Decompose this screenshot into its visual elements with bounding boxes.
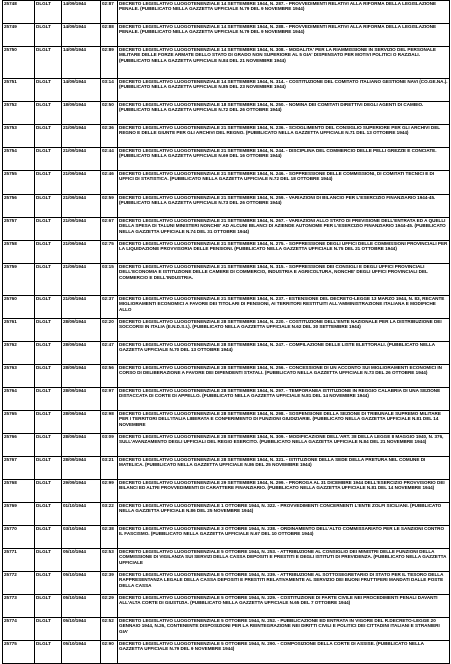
decree-type: DLGLT	[35, 457, 62, 480]
decree-code: 02:75	[101, 241, 118, 264]
decree-description: DECRETO LEGISLATIVO LUOGOTENENZIALE 18 SETTEMBRE 1944, N. 250. - NOMINA DEI COMITATI DIRETTIVI DEGLI AGENTI DI CAMBIO. (PUBBLICATO NELLA GAZZETTA UFFICIALE N.72 DEL 26 OTTOBRE 1944)	[118, 102, 450, 125]
registry-rows	[3, 1, 450, 664]
record-number: 25750	[3, 47, 35, 79]
table-row	[3, 572, 450, 595]
table-row	[3, 526, 450, 549]
decree-description: DECRETO LEGISLATIVO LUOGOTENENZIALE 21 SETTEMBRE 1944, N. 246. - SOPPRESSIONE DELLE COMMISSIONI, DI COMITATI TECNICI E DI UFFICI DI STATISTICA. (PUBBLICATO NELLA GAZZETTA UFFICIALE N.72 DEL 18 OTTOBRE 1944)	[118, 171, 450, 195]
decree-type: DLGLT	[35, 618, 62, 641]
decree-date: 05/10/1944	[62, 618, 101, 641]
record-number: 25754	[3, 148, 35, 171]
decree-code: 02:56	[101, 365, 118, 388]
table-row	[3, 296, 450, 319]
decree-type: DLGLT	[35, 102, 62, 125]
decree-code: 02:50	[101, 102, 118, 125]
record-number: 25757	[3, 218, 35, 241]
table-row	[3, 434, 450, 457]
table-row	[3, 618, 450, 641]
decree-code: 02:20	[101, 319, 118, 342]
decree-code: 02:46	[101, 171, 118, 195]
decree-date: 21/09/1944	[62, 296, 101, 319]
record-number: 25765	[3, 411, 35, 434]
decree-code: 02:89	[101, 47, 118, 79]
record-number: 25759	[3, 264, 35, 296]
decree-date: 21/09/1944	[62, 195, 101, 218]
decree-type: DLGLT	[35, 24, 62, 47]
decree-type: DLGLT	[35, 241, 62, 264]
decree-date: 01/10/1944	[62, 503, 101, 526]
decree-date: 14/09/1944	[62, 79, 101, 102]
decree-type: DLGLT	[35, 526, 62, 549]
table-row	[3, 171, 450, 195]
record-number: 25768	[3, 480, 35, 503]
decree-type: DLGLT	[35, 1, 62, 24]
decree-code: 03:09	[101, 434, 118, 457]
decree-type: DLGLT	[35, 218, 62, 241]
decree-code: 02:97	[101, 388, 118, 411]
decree-type: DLGLT	[35, 319, 62, 342]
decree-date: 18/09/1944	[62, 102, 101, 125]
decree-date: 28/09/1944	[62, 388, 101, 411]
decree-code: 03:15	[101, 264, 118, 296]
decree-date: 21/09/1944	[62, 264, 101, 296]
record-number: 25772	[3, 572, 35, 595]
decree-description: DECRETO LEGISLATIVO LUOGOTENENZIALE 28 SETTEMBRE 1944, N. 256. - CONCESSIONE DI UN ACCONTO SUI MIGLIORAMENTI ECONOMICI IN CORSO DI DELIBERAZIONE A FAVORE DEI DIPENDENTI STATALI. (PUBBLICATO NELLA GAZZETTA UFFICIALE N.73 DEL 26 OTTOBRE 1944)	[118, 365, 450, 388]
decree-description: DECRETO LEGISLATIVO LUOGOTENENZIALE 21 SETTEMBRE 1944, N. 275. - SOPPRESSIONE DEGLI UFFICI DELLE COMMISSIONI PROVINCIALI PER LA LIQUIDAZIONE PROVVISORIA DELLE PENSIONI. (PUBBLICATO NELLA GAZZETTA UFFICIALE N.75 DEL 21 OTTOBRE 1944)	[118, 241, 450, 264]
record-number: 25771	[3, 549, 35, 572]
decree-date: 21/09/1944	[62, 148, 101, 171]
record-number: 25753	[3, 125, 35, 148]
decree-description: DECRETO LEGISLATIVO LUOGOTENENZIALE 5 OTTOBRE 1944, N. 239. - ATTRIBUZIONE AL SOTTOSEGRETARIO DI STATO PER IL TESORO DELLA RAPPRESENTANZA LEGALE DELLA CASSA DEPOSITI E PRESTITI RELATIVAMENTE AL SERVIZIO DEI BUONI FRUTTIFERI MANDATI DALLE POSTE DELLA CASSA	[118, 572, 450, 595]
record-number: 25751	[3, 79, 35, 102]
decree-code: 02:52	[101, 618, 118, 641]
decree-code: 02:98	[101, 411, 118, 434]
table-row	[3, 24, 450, 47]
table-row	[3, 195, 450, 218]
record-number: 25756	[3, 195, 35, 218]
decree-type: DLGLT	[35, 47, 62, 79]
decree-description: DECRETO LEGISLATIVO LUOGOTENENZIALE 21 SETTEMBRE 1944, N. 236. - SCIOGLIMENTO DEL CONSIGLIO SUPERIORE PER GLI ARCHIVI DEL REGNO E DELLE GIUNTE PER GLI ARCHIVI DEL REGNO. (PUBBLICATO NELLA GAZZETTA UFFICIALE N.71 DEL 13 OTTOBRE 1944)	[118, 125, 450, 148]
decree-code: 02:44	[101, 148, 118, 171]
record-number: 25763	[3, 365, 35, 388]
table-row	[3, 641, 450, 664]
decree-code: 02:47	[101, 342, 118, 365]
decree-type: DLGLT	[35, 171, 62, 195]
table-row	[3, 264, 450, 296]
table-row	[3, 342, 450, 365]
table-row	[3, 47, 450, 79]
decree-date: 14/09/1944	[62, 47, 101, 79]
decree-type: DLGLT	[35, 572, 62, 595]
record-number: 25773	[3, 595, 35, 618]
decree-date: 03/10/1944	[62, 526, 101, 549]
decree-date: 05/10/1944	[62, 641, 101, 664]
decree-type: DLGLT	[35, 264, 62, 296]
table-row	[3, 218, 450, 241]
decree-description: DECRETO LEGISLATIVO LUOGOTENENZIALE 14 SETTEMBRE 1944, N. 308. - MODALITA' PER LA RIAMMISSIONE IN SERVIZIO DEL PERSONALE MILITARE DELLE FORZE ARMATE DELLO STATO DI GRADO NON SUPERIORE AL 5 GIA' DISPENSATO PER MOTIVI POLITICI O RAZZIALI. (PUBBLICATO NELLA GAZZETTA UFFICIALE N.84 DEL 21 NOVEMBRE 1944)	[118, 47, 450, 79]
table-row	[3, 241, 450, 264]
decree-date: 28/09/1944	[62, 342, 101, 365]
table-row	[3, 365, 450, 388]
table-row	[3, 595, 450, 618]
record-number: 25762	[3, 342, 35, 365]
record-number: 25767	[3, 457, 35, 480]
decree-date: 05/10/1944	[62, 595, 101, 618]
decree-code: 03:14	[101, 79, 118, 102]
table-row	[3, 79, 450, 102]
decree-date: 28/09/1944	[62, 365, 101, 388]
table-row	[3, 319, 450, 342]
decree-code: 02:90	[101, 641, 118, 664]
decree-code: 02:88	[101, 24, 118, 47]
decree-code: 02:29	[101, 595, 118, 618]
decree-registry-table	[2, 0, 450, 664]
record-number: 25761	[3, 319, 35, 342]
decree-type: DLGLT	[35, 79, 62, 102]
decree-description: DECRETO LEGISLATIVO LUOGOTENENZIALE 21 SETTEMBRE 1944, N. 237. - ESTENSIONE DEL DECRETO-LEGGE 13 MARZO 1944, N. 83, RECANTE MIGLIORAMENTI ECONOMICI A FAVORE DEI TITOLARI DI PENSIONI, AI TERRITORI RESTITUITI ALL'AMMINISTRAZIONE ITALIANA E MODIFICHE ALLO	[118, 296, 450, 319]
record-number: 25769	[3, 503, 35, 526]
record-number: 25748	[3, 1, 35, 24]
record-number: 25755	[3, 171, 35, 195]
decree-date: 28/09/1944	[62, 457, 101, 480]
decree-date: 14/09/1944	[62, 1, 101, 24]
decree-type: DLGLT	[35, 125, 62, 148]
decree-code: 02:53	[101, 549, 118, 572]
record-number: 25770	[3, 526, 35, 549]
decree-description: DECRETO LEGISLATIVO LUOGOTENENZIALE 5 OTTOBRE 1944, N. 290. - COMPOSIZIONE DELLA CORTE DI ASSISE. (PUBBLICATO NELLA GAZZETTA UFFICIALE N.79 DEL 9 NOVEMBRE 1944)	[118, 641, 450, 664]
decree-code: 02:59	[101, 195, 118, 218]
decree-description: DECRETO LEGISLATIVO LUOGOTENENZIALE 28 SETTEMBRE 1944, N. 247. - COMPILAZIONE DELLE LISTE ELETTORALI. (PUBBLICATO NELLA GAZZETTA UFFICIALE N.70 DEL 13 OTTOBRE 1944)	[118, 342, 450, 365]
decree-type: DLGLT	[35, 296, 62, 319]
decree-description: DECRETO LEGISLATIVO LUOGOTENENZIALE 21 SETTEMBRE 1944, N. 267. - VARIAZIONI ALLO STATO DI PREVISIONE DELL'ENTRATA ED A QUELLI DELLA SPESA DI TALUNI MINISTERI NONCHE' AD ALCUNI BILANCI DI AZIENDE AUTONOME PER L'ESERCIZIO FINANZIARIO 1944-45. (PUBBLICATO NELLA GAZZETTA UFFICIALE N.74 DEL 31 OTTOBRE 1944)	[118, 218, 450, 241]
decree-description: DECRETO LEGISLATIVO LUOGOTENENZIALE 28 SETTEMBRE 1944, N. 298. - SOSPENSIONE DELLA SEZIONE DI TRIBUNALE SUPREMO MILITARE PER I TERRITORI DELL'ITALIA LIBERATA E CONFERIMENTO DI FUNZIONI GIUDIZIARIE. (PUBBLICATO NELLA GAZZETTA UFFICIALE N.81 DEL 14 NOVEMBRE	[118, 411, 450, 434]
decree-date: 14/09/1944	[62, 24, 101, 47]
table-row	[3, 125, 450, 148]
decree-description: DECRETO LEGISLATIVO LUOGOTENENZIALE 14 SETTEMBRE 1944, N. 288. - PROVVEDIMENTI RELATIVI ALLA RIFORMA DELLA LEGISLAZIONE PENALE. (PUBBLICATO NELLA GAZZETTA UFFICIALE N.79 DEL 9 NOVEMBRE 1944)	[118, 24, 450, 47]
decree-type: DLGLT	[35, 388, 62, 411]
decree-description: DECRETO LEGISLATIVO LUOGOTENENZIALE 28 SETTEMBRE 1944, N. 309. - MODIFICAZIONE DELL'ART. 38 DELLA LEGGE 8 MAGGIO 1940, N. 376, SULL'AVANZAMENTO DEGLI UFFICIALI DEL REGIO ESERCITO. (PUBBLICATO NELLA GAZZETTA UFFICIALE N.84 DEL 21 NOVEMBRE 1944)	[118, 434, 450, 457]
decree-date: 28/09/1944	[62, 411, 101, 434]
decree-code: 02:36	[101, 125, 118, 148]
decree-code: 02:99	[101, 480, 118, 503]
decree-date: 05/10/1944	[62, 572, 101, 595]
decree-description: DECRETO LEGISLATIVO LUOGOTENENZIALE 14 SETTEMBRE 1944, N. 314. - COSTITUZIONE DEL COMITATO ITALIANO GESTIONE NAVI (CO.GE.NA.). (PUBBLICATO NELLA GAZZETTA UFFICIALE N.85 DEL 23 NOVEMBRE 1944)	[118, 79, 450, 102]
record-number: 25749	[3, 24, 35, 47]
record-number: 25760	[3, 296, 35, 319]
record-number: 25752	[3, 102, 35, 125]
table-row	[3, 503, 450, 526]
table-row	[3, 549, 450, 572]
decree-type: DLGLT	[35, 342, 62, 365]
decree-type: DLGLT	[35, 411, 62, 434]
record-number: 25774	[3, 618, 35, 641]
decree-date: 28/09/1944	[62, 434, 101, 457]
decree-type: DLGLT	[35, 195, 62, 218]
decree-description: DECRETO LEGISLATIVO LUOGOTENENZIALE 3 OTTOBRE 1944, N. 238. - ORDINAMENTO DELL'ALTO COMMISSARIATO PER LE SANZIONI CONTRO IL FASCISMO. (PUBBLICATO NELLA GAZZETTA UFFICIALE N.67 DEL 10 OTTOBRE 1944)	[118, 526, 450, 549]
decree-code: 02:67	[101, 218, 118, 241]
decree-description: DECRETO LEGISLATIVO LUOGOTENENZIALE 21 SETTEMBRE 1944, N. 244. - DISCIPLINA DEL COMMERCIO DELLE PELLI GREZZE E CONCIATE. (PUBBLICATO NELLA GAZZETTA UFFICIALE N.69 DEL 16 OTTOBRE 1944)	[118, 148, 450, 171]
decree-description: DECRETO LEGISLATIVO LUOGOTENENZIALE 5 OTTOBRE 1944, N. 229. - COSTITUZIONE DI PARTE CIVILE NEI PROCEDIMENTI PENALI DAVANTI ALL'ALTA CORTE DI GIUSTIZIA. (PUBBLICATO NELLA GAZZETTA UFFICIALE N.65 DEL 7 OTTOBRE 1944)	[118, 595, 450, 618]
decree-type: DLGLT	[35, 148, 62, 171]
decree-code: 02:39	[101, 572, 118, 595]
decree-type: DLGLT	[35, 480, 62, 503]
decree-code: 02:38	[101, 526, 118, 549]
decree-date: 21/09/1944	[62, 125, 101, 148]
decree-description: DECRETO LEGISLATIVO LUOGOTENENZIALE 1 OTTOBRE 1944, N. 322. - PROVVEDIMENTI CONCERNENTI L'ENTE ZOLFI SICILIANI. (PUBBLICATO NELLA GAZZETTA UFFICIALE N.86 DEL 25 NOVEMBRE 1944)	[118, 503, 450, 526]
table-row	[3, 102, 450, 125]
decree-date: 21/09/1944	[62, 218, 101, 241]
record-number: 25775	[3, 641, 35, 664]
decree-type: DLGLT	[35, 365, 62, 388]
decree-type: DLGLT	[35, 641, 62, 664]
decree-code: 03:22	[101, 503, 118, 526]
record-number: 25758	[3, 241, 35, 264]
table-row	[3, 480, 450, 503]
decree-description: DECRETO LEGISLATIVO LUOGOTENENZIALE 5 OTTOBRE 1944, N. 253. - ATTRIBUZIONE AL CONSIGLIO DEI MINISTRI DELLE FUNZIONI DELLA COMMISSIONE DI VIGILANZA SUI SERVIZI DELLA CASSA DEPOSITI E PRESTITI E DEGLI ISTITUTI DI PREVIDENZA. (PUBBLICATO NELLA GAZZETTA UFFICIALE	[118, 549, 450, 572]
decree-date: 29/09/1944	[62, 480, 101, 503]
decree-description: DECRETO LEGISLATIVO LUOGOTENENZIALE 29 SETTEMBRE 1944, N. 299. - PROROGA AL 31 DICEMBRE 1944 DELL'ESERCIZIO PROVVISORIO DEI BILANCI ED ALTRI PROVVEDIMENTI DI CARATTERE FINANZIARIO. (PUBBLICATO NELLA GAZZETTA UFFICIALE N.81 DEL 14 NOVEMBRE 1944)	[118, 480, 450, 503]
decree-description: DECRETO LEGISLATIVO LUOGOTENENZIALE 21 SETTEMBRE 1944, N. 259. - VARIAZIONI DI BILANCIO PER L'ESERCIZIO FINANZIARIO 1944-45. (PUBBLICATO NELLA GAZZETTA UFFICIALE N.73 DEL 26 OTTOBRE 1944)	[118, 195, 450, 218]
decree-code: 03:21	[101, 457, 118, 480]
decree-code: 02:87	[101, 1, 118, 24]
table-row	[3, 388, 450, 411]
decree-description: DECRETO LEGISLATIVO LUOGOTENENZIALE 28 SETTEMBRE 1944, N. 220. - COSTITUZIONE DELL'ENTE NAZIONALE PER LA DISTRIBUZIONE DEI SOCCORSI IN ITALIA (E.N.D.S.I.). (PUBBLICATO NELLA GAZZETTA UFFICIALE N.62 DEL 30 SETTEMBRE 1944)	[118, 319, 450, 342]
decree-type: DLGLT	[35, 434, 62, 457]
table-row	[3, 1, 450, 24]
table-row	[3, 457, 450, 480]
decree-type: DLGLT	[35, 503, 62, 526]
record-number: 25764	[3, 388, 35, 411]
record-number: 25766	[3, 434, 35, 457]
decree-description: DECRETO LEGISLATIVO LUOGOTENENZIALE 21 SETTEMBRE 1944, N. 315. - SOPPRESSIONE DEI CONSIGLI E DEGLI UFFICI PROVINCIALI DELL'ECONOMIA E ISTITUZIONE DELLE CAMERE DI COMMERCIO, INDUSTRIA E AGRICOLTURA, NONCHE' DEGLI UFFICI PROVINCIALI DEL COMMERCIO E DELL'INDUSTRIA.	[118, 264, 450, 296]
decree-date: 28/09/1944	[62, 319, 101, 342]
decree-type: DLGLT	[35, 549, 62, 572]
decree-date: 21/09/1944	[62, 241, 101, 264]
decree-description: DECRETO LEGISLATIVO LUOGOTENENZIALE 28 SETTEMBRE 1944, N. 321. - ISTITUZIONE DELLA SEDE DELLA PRETURA NEL COMUNE DI MATELICA. (PUBBLICATO NELLA GAZZETTA UFFICIALE N.86 DEL 25 NOVEMBRE 1944)	[118, 457, 450, 480]
decree-description: DECRETO LEGISLATIVO LUOGOTENENZIALE 28 SETTEMBRE 1944, N. 297. - TEMPORANEA ISTITUZIONE IN REGGIO CALABRIA DI UNA SEZIONE DISTACCATA DI CORTE DI APPELLO. (PUBBLICATO NELLA GAZZETTA UFFICIALE N.81 DEL 14 NOVEMBRE 1944)	[118, 388, 450, 411]
decree-description: DECRETO LEGISLATIVO LUOGOTENENZIALE 5 OTTOBRE 1944, N. 252. - PUBBLICAZIONE ED ENTRATA IN VIGORE DEL R.DECRETO-LEGGE 20 GENNAIO 1944, N.26, CONTENENTE DISPOSIZIONI PER LA REINTEGRAZIONE NEI DIRITTI CIVILI E POLITICI DEI CITTADINI ITALIANI E STRANIERI GIA'	[118, 618, 450, 641]
decree-type: DLGLT	[35, 595, 62, 618]
table-row	[3, 411, 450, 434]
decree-description: DECRETO LEGISLATIVO LUOGOTENENZIALE 14 SETTEMBRE 1944, N. 287. - PROVVEDIMENTI RELATIVI ALLA RIFORMA DELLA LEGISLAZIONE PENALE. (PUBBLICATO NELLA GAZZETTA UFFICIALE N.79 DEL 9 NOVEMBRE 1944)	[118, 1, 450, 24]
decree-date: 05/10/1944	[62, 549, 101, 572]
table-row	[3, 148, 450, 171]
decree-code: 02:37	[101, 296, 118, 319]
decree-date: 21/09/1944	[62, 171, 101, 195]
